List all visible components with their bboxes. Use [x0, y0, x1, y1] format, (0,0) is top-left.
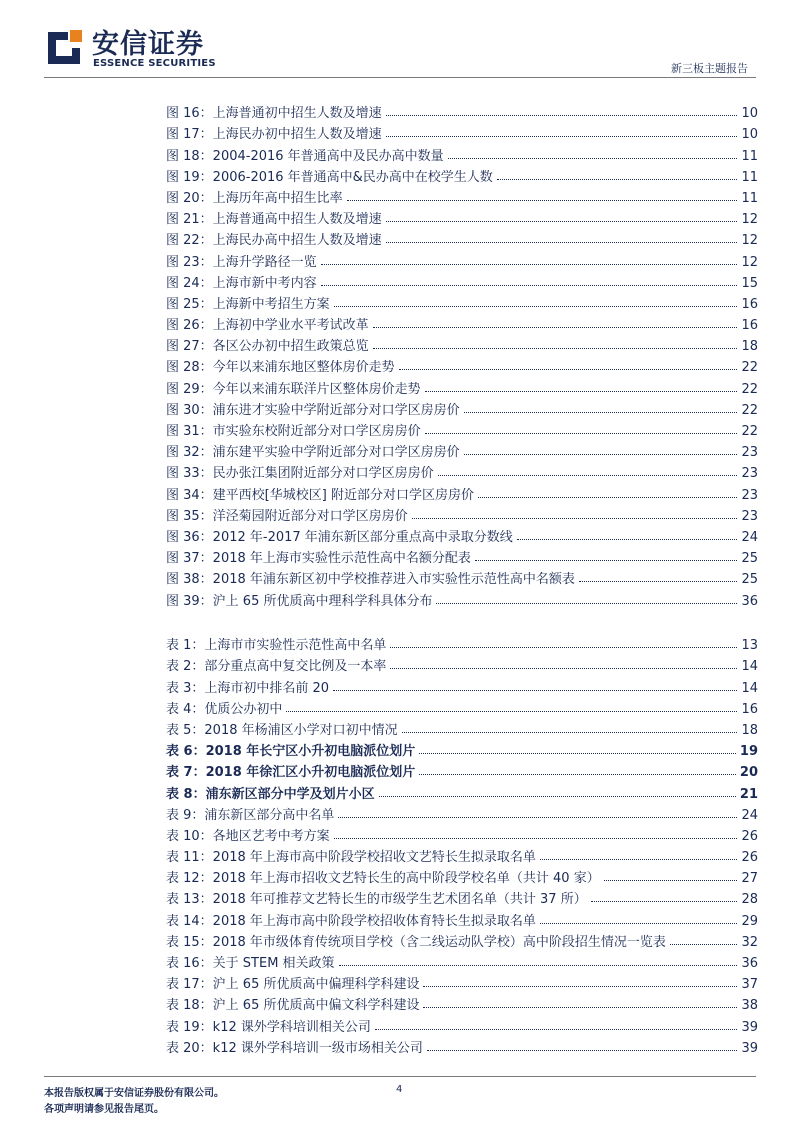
dot-leader — [390, 668, 737, 669]
table-entry[interactable] — [166, 950, 758, 971]
table-entry-label: 表 14：2018 年上海市高中阶段学校招收体育特长生拟录取名单 — [166, 913, 536, 929]
table-entry-page: 26 — [741, 828, 758, 844]
table-entry-label: 表 12：2018 年上海市招收文艺特长生的高中阶段学校名单（共计 40 家） — [166, 871, 600, 887]
table-entry[interactable] — [166, 844, 758, 865]
dot-leader — [286, 711, 737, 712]
figure-entry-label: 图 24：上海市新中考内容 — [166, 275, 317, 291]
figure-entry[interactable] — [166, 291, 758, 312]
dot-leader — [419, 774, 736, 775]
table-entry-label: 表 15：2018 年市级体育传统项目学校（含二线运动队学校）高中阶段招生情况一览表 — [166, 934, 666, 950]
dot-leader — [427, 1050, 738, 1051]
dot-leader — [670, 944, 738, 945]
figure-entry-label: 图 35：洋泾菊园附近部分对口学区房房价 — [166, 508, 408, 524]
dot-leader — [375, 1029, 738, 1030]
figure-entry-page: 22 — [741, 381, 758, 397]
dot-leader — [497, 179, 738, 180]
table-entry[interactable] — [166, 696, 758, 717]
dot-leader — [390, 647, 737, 648]
dot-leader — [379, 796, 736, 797]
figure-entry-page: 16 — [741, 296, 758, 312]
dot-leader — [386, 242, 738, 243]
dot-leader — [464, 412, 738, 413]
table-entry-page: 19 — [739, 744, 758, 760]
table-entry[interactable] — [166, 738, 758, 759]
table-entry-label: 表 9：浦东新区部分高中名单 — [166, 807, 335, 823]
table-entry-page: 38 — [741, 998, 758, 1014]
figure-entry-label: 图 30：浦东进才实验中学附近部分对口学区房房价 — [166, 402, 460, 418]
essence-logo-icon — [44, 26, 84, 66]
figure-entry-page: 11 — [741, 169, 758, 185]
dot-leader — [604, 880, 738, 881]
dot-leader — [540, 859, 738, 860]
figure-entry-page: 16 — [741, 318, 758, 334]
figure-entry-label: 图 17：上海民办初中招生人数及增速 — [166, 127, 382, 143]
dot-leader — [591, 901, 738, 902]
figure-entry[interactable] — [166, 164, 758, 185]
table-entry-label: 表 2：部分重点高中复交比例及一本率 — [166, 659, 387, 675]
dot-leader — [438, 475, 738, 476]
dot-leader — [425, 433, 738, 434]
figure-entry-label: 图 20：上海历年高中招生比率 — [166, 190, 343, 206]
dot-leader — [540, 923, 738, 924]
figure-entry-label: 图 18：2004-2016 年普通高中及民办高中数量 — [166, 148, 444, 164]
figure-entry-label: 图 29：今年以来浦东联洋片区整体房价走势 — [166, 381, 421, 397]
dot-leader — [448, 158, 738, 159]
figure-entry[interactable] — [166, 121, 758, 142]
figure-entry[interactable] — [166, 503, 758, 524]
figure-entry-page: 23 — [741, 508, 758, 524]
dot-leader — [334, 306, 738, 307]
table-index — [166, 632, 758, 1056]
table-entry-page: 26 — [741, 850, 758, 866]
figure-entry[interactable] — [166, 587, 758, 608]
table-entry-label: 表 3：上海市初中排名前 20 — [166, 680, 330, 696]
dot-leader — [321, 285, 738, 286]
figure-entry-page: 23 — [741, 487, 758, 503]
table-entry-label: 表 1：上海市市实验性示范性高中名单 — [166, 638, 387, 654]
table-entry[interactable] — [166, 674, 758, 695]
figure-entry-page: 12 — [741, 233, 758, 249]
table-entry[interactable] — [166, 823, 758, 844]
table-entry-label: 表 10：各地区艺考中考方案 — [166, 828, 330, 844]
table-entry-page: 29 — [741, 913, 758, 929]
figure-entry[interactable] — [166, 439, 758, 460]
dot-leader — [419, 753, 736, 754]
table-entry-page: 13 — [741, 638, 758, 654]
figure-index — [166, 100, 758, 609]
table-entry[interactable] — [166, 802, 758, 823]
table-entry[interactable] — [166, 632, 758, 653]
dot-leader — [423, 986, 737, 987]
table-entry-page: 39 — [741, 1019, 758, 1035]
figure-entry-label: 图 34：建平西校[华城校区] 附近部分对口学区房房价 — [166, 487, 474, 503]
figure-entry-page: 25 — [741, 572, 758, 588]
table-entry-page: 16 — [741, 701, 758, 717]
figure-entry[interactable] — [166, 524, 758, 545]
figure-entry-page: 25 — [741, 551, 758, 567]
figure-entry-label: 图 26：上海初中学业水平考试改革 — [166, 318, 369, 334]
dot-leader — [386, 115, 738, 116]
dot-leader — [402, 732, 738, 733]
table-entry-page: 20 — [739, 765, 758, 781]
figure-entry-label: 图 33：民办张江集团附近部分对口学区房房价 — [166, 466, 434, 482]
figure-entry-page: 18 — [741, 339, 758, 355]
figure-entry-page: 10 — [741, 127, 758, 143]
table-entry-page: 37 — [741, 977, 758, 993]
figure-entry-label: 图 19：2006-2016 年普通高中&民办高中在校学生人数 — [166, 169, 493, 185]
figure-entry-page: 23 — [741, 445, 758, 461]
figure-entry[interactable] — [166, 100, 758, 121]
table-entry[interactable] — [166, 865, 758, 886]
figure-entry[interactable] — [166, 418, 758, 439]
dot-leader — [321, 264, 738, 265]
dot-leader — [339, 965, 738, 966]
figure-entry[interactable] — [166, 566, 758, 587]
table-entry-page: 36 — [741, 956, 758, 971]
table-entry-page: 27 — [741, 871, 758, 887]
disclaimer-note: 各项声明请参见报告尾页。 — [44, 1104, 164, 1115]
table-entry[interactable] — [166, 1013, 758, 1034]
table-entry-label: 表 5：2018 年杨浦区小学对口初中情况 — [166, 722, 398, 738]
table-entry-label: 表 17：沪上 65 所优质高中偏理科学科建设 — [166, 977, 420, 993]
table-entry-page: 14 — [741, 680, 758, 696]
figure-entry-label: 图 39：沪上 65 所优质高中理科学科具体分布 — [166, 593, 433, 609]
table-entry[interactable] — [166, 907, 758, 928]
table-entry[interactable] — [166, 929, 758, 950]
dot-leader — [517, 539, 738, 540]
dot-leader — [478, 497, 738, 498]
figure-entry-page: 12 — [741, 254, 758, 270]
brand-name-cn: 安信证券 — [92, 29, 204, 60]
dot-leader — [464, 454, 738, 455]
figure-entry[interactable] — [166, 248, 758, 269]
dot-leader — [399, 369, 738, 370]
figure-entry-page: 36 — [741, 593, 758, 609]
figure-entry[interactable] — [166, 227, 758, 248]
table-entry-label: 表 13：2018 年可推荐文艺特长生的市级学生艺术团名单（共计 37 所） — [166, 892, 587, 908]
table-entry-page: 32 — [741, 934, 758, 950]
figure-entry[interactable] — [166, 206, 758, 227]
dot-leader — [579, 581, 738, 582]
figure-entry[interactable] — [166, 312, 758, 333]
figure-entry-page: 22 — [741, 360, 758, 376]
table-entry-page: 21 — [739, 786, 758, 802]
figure-entry-page: 22 — [741, 402, 758, 418]
table-entry-page: 14 — [741, 659, 758, 675]
figure-entry-page: 11 — [741, 148, 758, 164]
figure-entry[interactable] — [166, 481, 758, 502]
dot-leader — [423, 1007, 737, 1008]
brand-name-en: ESSENCE SECURITIES — [93, 58, 216, 69]
figure-entry-page: 11 — [741, 190, 758, 206]
dot-leader — [334, 838, 738, 839]
figure-entry-label: 图 22：上海民办高中招生人数及增速 — [166, 233, 382, 249]
table-entry-label: 表 16：关于 STEM 相关政策 — [166, 956, 335, 971]
table-entry-label: 表 18：沪上 65 所优质高中偏文科学科建设 — [166, 998, 420, 1014]
figure-entry[interactable] — [166, 142, 758, 163]
figure-entry-label: 图 32：浦东建平实验中学附近部分对口学区房房价 — [166, 445, 460, 461]
table-entry-page: 28 — [741, 892, 758, 908]
dot-leader — [373, 327, 738, 328]
figure-entry-label: 图 31：市实验东校附近部分对口学区房房价 — [166, 424, 421, 439]
figure-entry-page: 24 — [741, 529, 758, 545]
dot-leader — [386, 221, 738, 222]
figure-entry[interactable] — [166, 270, 758, 291]
figure-entry-page: 12 — [741, 212, 758, 228]
figure-entry-page: 10 — [741, 106, 758, 122]
figure-entry-label: 图 38：2018 年浦东新区初中学校推荐进入市实验性示范性高中名额表 — [166, 572, 575, 588]
table-entry[interactable] — [166, 971, 758, 992]
figure-entry-page: 22 — [741, 424, 758, 439]
copyright-note: 本报告版权属于安信证券股份有限公司。 — [44, 1088, 224, 1099]
figure-entry-label: 图 28：今年以来浦东地区整体房价走势 — [166, 360, 395, 376]
figure-entry[interactable] — [166, 333, 758, 354]
table-entry-label: 表 6：2018 年长宁区小升初电脑派位划片 — [166, 744, 416, 760]
table-entry[interactable] — [166, 1035, 758, 1056]
dot-leader — [347, 200, 738, 201]
figure-entry[interactable] — [166, 545, 758, 566]
table-entry[interactable] — [166, 886, 758, 907]
figure-entry[interactable] — [166, 354, 758, 375]
table-entry-page: 39 — [741, 1040, 758, 1056]
dot-leader — [425, 391, 738, 392]
table-entry-label: 表 19：k12 课外学科培训相关公司 — [166, 1019, 371, 1035]
table-entry-label: 表 4：优质公办初中 — [166, 701, 283, 717]
dot-leader — [436, 603, 737, 604]
table-entry-label: 表 11：2018 年上海市高中阶段学校招收文艺特长生拟录取名单 — [166, 850, 536, 866]
table-entry-label: 表 8：浦东新区部分中学及划片小区 — [166, 786, 375, 802]
table-entry[interactable] — [166, 992, 758, 1013]
figure-entry-label: 图 21：上海普通高中招生人数及增速 — [166, 212, 382, 228]
figure-entry[interactable] — [166, 185, 758, 206]
page-header — [0, 0, 800, 80]
table-entry-page: 24 — [741, 807, 758, 823]
dot-leader — [373, 348, 738, 349]
figure-entry-label: 图 27：各区公办初中招生政策总览 — [166, 339, 369, 355]
table-entry-page: 18 — [741, 722, 758, 738]
dot-leader — [386, 136, 738, 137]
footer-divider — [44, 1076, 756, 1077]
table-entry[interactable] — [166, 759, 758, 780]
dot-leader — [333, 690, 737, 691]
figure-entry-label: 图 36：2012 年-2017 年浦东新区部分重点高中录取分数线 — [166, 529, 513, 545]
dot-leader — [338, 817, 737, 818]
figure-entry[interactable] — [166, 375, 758, 396]
figure-entry-page: 15 — [741, 275, 758, 291]
header-divider — [44, 77, 756, 78]
figure-entry-label: 图 25：上海新中考招生方案 — [166, 296, 330, 312]
figure-entry-label: 图 37：2018 年上海市实验性示范性高中名额分配表 — [166, 551, 471, 567]
table-entry-label: 表 20：k12 课外学科培训一级市场相关公司 — [166, 1040, 423, 1056]
figure-entry-page: 23 — [741, 466, 758, 482]
dot-leader — [475, 560, 738, 561]
figure-entry[interactable] — [166, 460, 758, 481]
report-type: 新三板主题报告 — [671, 62, 748, 75]
table-entry-label: 表 7：2018 年徐汇区小升初电脑派位划片 — [166, 765, 416, 781]
figure-entry[interactable] — [166, 397, 758, 418]
figure-entry-label: 图 23：上海升学路径一览 — [166, 254, 317, 270]
page-number: 4 — [396, 1084, 403, 1095]
table-entry[interactable] — [166, 717, 758, 738]
figure-entry-label: 图 16：上海普通初中招生人数及增速 — [166, 106, 382, 122]
table-entry[interactable] — [166, 780, 758, 801]
table-entry[interactable] — [166, 653, 758, 674]
dot-leader — [412, 518, 738, 519]
